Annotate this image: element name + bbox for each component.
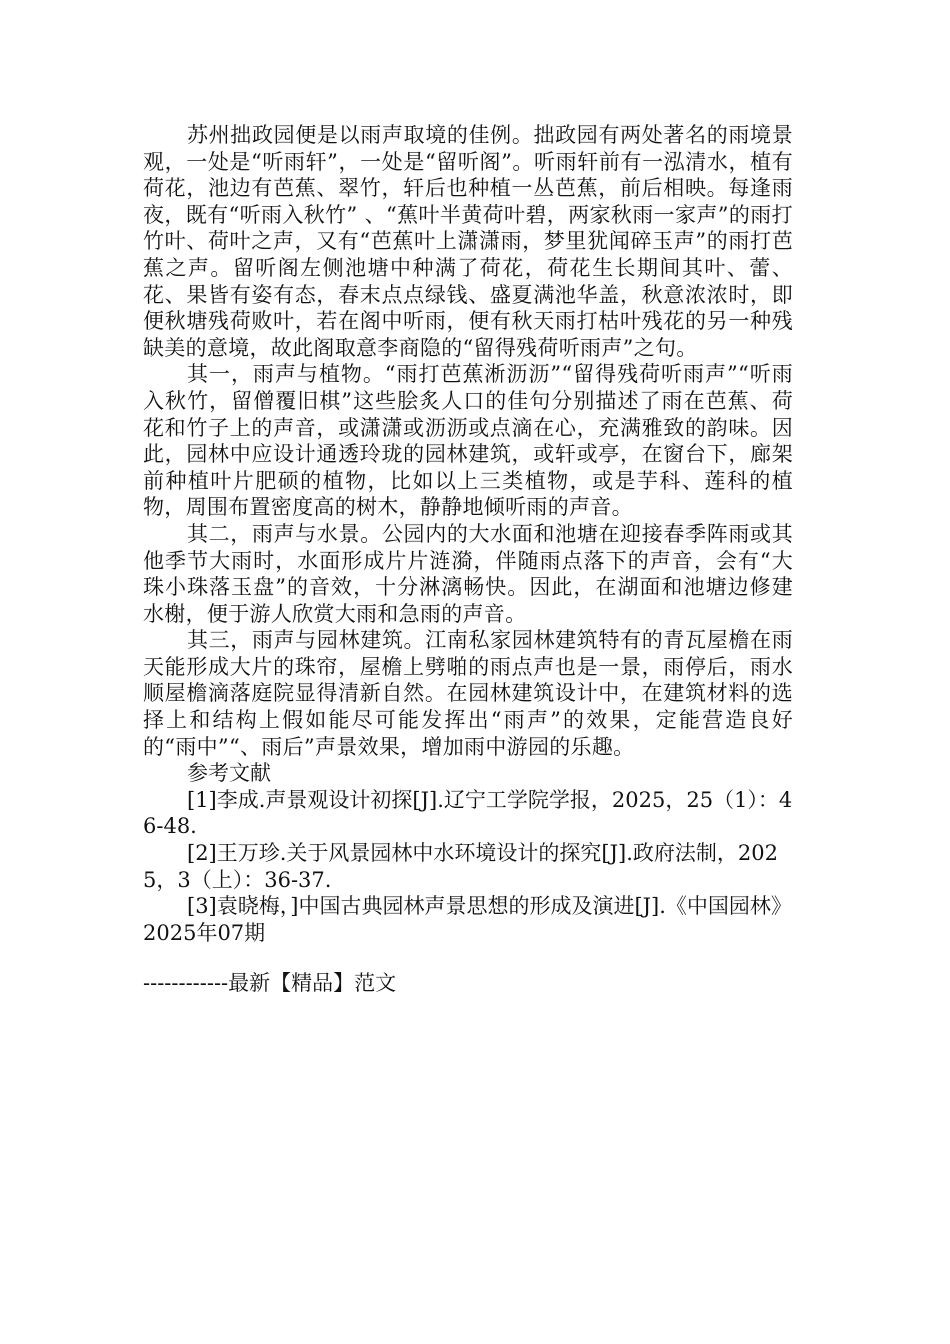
- reference-item-3: [3]袁晓梅，]中国古典园林声景思想的形成及演进[J].《中国园林》 2025年07期: [143, 894, 792, 945]
- document-body: [143, 122, 793, 946]
- body-paragraph-2: 其一，雨声与植物。“雨打芭蕉淅沥沥”“留得残荷听雨声”“听雨入秋竹，留僧覆旧棋”这些脍炙人口的佳句分别描述了雨在芭蕉、荷花和竹子上的声音，或潇潇或沥沥或点滴在心，充满雅致的韵味。因此，园林中应设计通透玲珑的园林建筑，或轩或亭，在窗台下，廊架前种植叶片肥硕的植物，比如以上三类植物，或是芋科、莲科的植物，周围布置密度高的树木，静静地倾听雨的声音。: [143, 362, 793, 520]
- reference-item-1: [1]李成.声景观设计初探[J].辽宁工学院学报，2025，25（1）：46-48.: [143, 787, 793, 839]
- footer-text: ------------最新【精品】范文: [143, 971, 397, 995]
- body-paragraph-3: 其二，雨声与水景。公园内的大水面和池塘在迎接春季阵雨或其他季节大雨时，水面形成片片涟漪，伴随雨点落下的声音，会有“大珠小珠落玉盘”的音效，十分淋漓畅快。因此，在湖面和池塘边修建水榭，便于游人欣赏大雨和急雨的声音。: [143, 521, 793, 626]
- body-paragraph-1: 苏州拙政园便是以雨声取境的佳例。拙政园有两处著名的雨境景观，一处是“听雨轩”，一处是“留听阁”。听雨轩前有一泓清水，植有荷花，池边有芭蕉、翠竹，轩后也种植一丛芭蕉，前后相映。每逢雨夜，既有“听雨入秋竹” 、“蕉叶半黄荷叶碧，两家秋雨一家声”的雨打竹叶、荷叶之声，又有“芭蕉叶上潇潇雨，梦里犹闻碎玉声”的雨打芭蕉之声。留听阁左侧池塘中种满了荷花，荷花生长期间其叶、蕾、花、果皆有姿有态，春末点点绿钱、盛夏满池华盖，秋意浓浓时，即便秋塘残荷败叶，若在阁中听雨，便有秋天雨打枯叶残花的另一种残缺美的意境，故此阁取意李商隐的“留得残荷听雨声”之句。: [143, 123, 793, 360]
- reference-item-2: [2]王万珍.关于风景园林中水环境设计的探究[J].政府法制，2025，3（上）：36-37.: [143, 841, 778, 892]
- references-heading: 参考文献: [187, 761, 271, 786]
- body-paragraph-4: 其三，雨声与园林建筑。江南私家园林建筑特有的青瓦屋檐在雨天能形成大片的珠帘，屋檐上劈啪的雨点声也是一景，雨停后，雨水顺屋檐滴落庭院显得清新自然。在园林建筑设计中，在建筑材料的选择上和结构上假如能尽可能发挥出“雨声”的效果，定能营造良好的“雨中”“、雨后”声景效果，增加雨中游园的乐趣。: [143, 628, 793, 759]
